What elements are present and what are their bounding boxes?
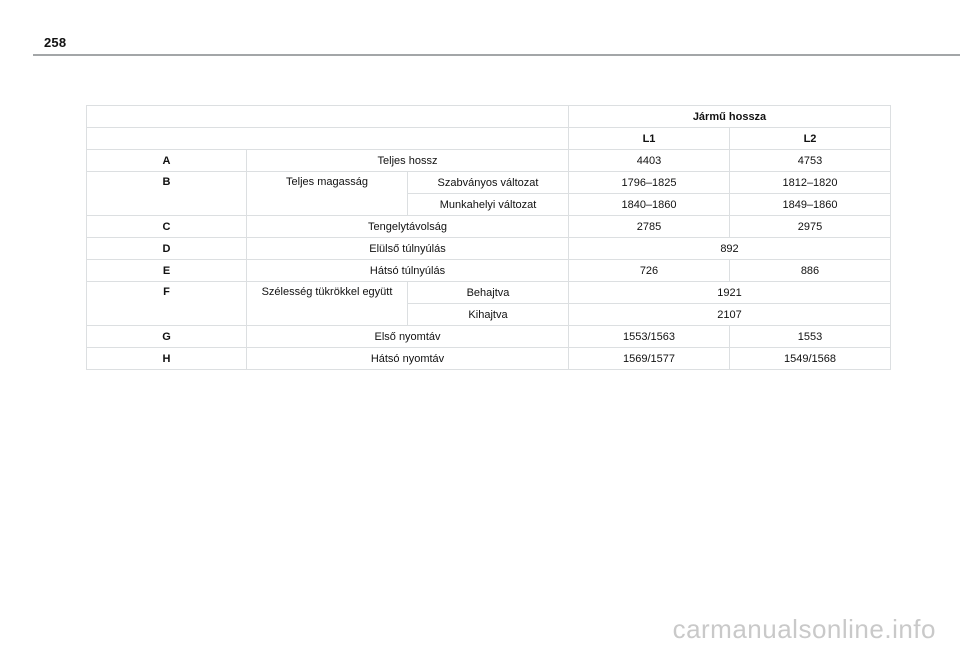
row-code: E: [87, 260, 247, 282]
value-l1: 726: [569, 260, 730, 282]
header-rule: [33, 54, 960, 56]
table-row: [87, 326, 891, 348]
table-row: [87, 238, 891, 260]
value-l2: 1849–1860: [730, 194, 891, 216]
value-l1: 1796–1825: [569, 172, 730, 194]
row-label: Tengelytávolság: [247, 216, 569, 238]
row-label: Hátsó nyomtáv: [247, 348, 569, 370]
row-code: D: [87, 238, 247, 260]
table-row: [87, 260, 891, 282]
value-l1: 2785: [569, 216, 730, 238]
empty-header-cell: [87, 106, 569, 128]
vehicle-dimensions-table: [86, 105, 891, 370]
row-sublabel: Munkahelyi változat: [408, 194, 569, 216]
column-header-l2: L2: [730, 128, 891, 150]
row-code: F: [87, 282, 247, 326]
value-both: 1921: [569, 282, 891, 304]
row-label: Szélesség tükrökkel együtt: [247, 282, 408, 326]
row-code: C: [87, 216, 247, 238]
value-l1: 4403: [569, 150, 730, 172]
watermark: carmanualsonline.info: [672, 614, 936, 644]
row-sublabel: Szabványos változat: [408, 172, 569, 194]
value-l2: 886: [730, 260, 891, 282]
row-label: Első nyomtáv: [247, 326, 569, 348]
row-label: Teljes hossz: [247, 150, 569, 172]
table-row: [87, 216, 891, 238]
page-number: 258: [44, 35, 67, 50]
value-l1: 1840–1860: [569, 194, 730, 216]
row-code: B: [87, 172, 247, 216]
value-l2: 1553: [730, 326, 891, 348]
row-code: H: [87, 348, 247, 370]
table-row: [87, 150, 891, 172]
table-row: [87, 348, 891, 370]
row-code: G: [87, 326, 247, 348]
value-l2: 1549/1568: [730, 348, 891, 370]
row-label: Elülső túlnyúlás: [247, 238, 569, 260]
table-header-row: [87, 106, 891, 128]
value-l1: 1569/1577: [569, 348, 730, 370]
table-subheader-row: [87, 128, 891, 150]
table-row: [87, 172, 891, 194]
value-both: 2107: [569, 304, 891, 326]
row-label: Hátsó túlnyúlás: [247, 260, 569, 282]
value-l2: 1812–1820: [730, 172, 891, 194]
row-label: Teljes magasság: [247, 172, 408, 216]
row-code: A: [87, 150, 247, 172]
column-header-l1: L1: [569, 128, 730, 150]
table-row: [87, 282, 891, 304]
value-both: 892: [569, 238, 891, 260]
row-sublabel: Behajtva: [408, 282, 569, 304]
vehicle-length-header: Jármű hossza: [569, 106, 891, 128]
value-l2: 4753: [730, 150, 891, 172]
value-l2: 2975: [730, 216, 891, 238]
row-sublabel: Kihajtva: [408, 304, 569, 326]
empty-subheader-cell: [87, 128, 569, 150]
value-l1: 1553/1563: [569, 326, 730, 348]
